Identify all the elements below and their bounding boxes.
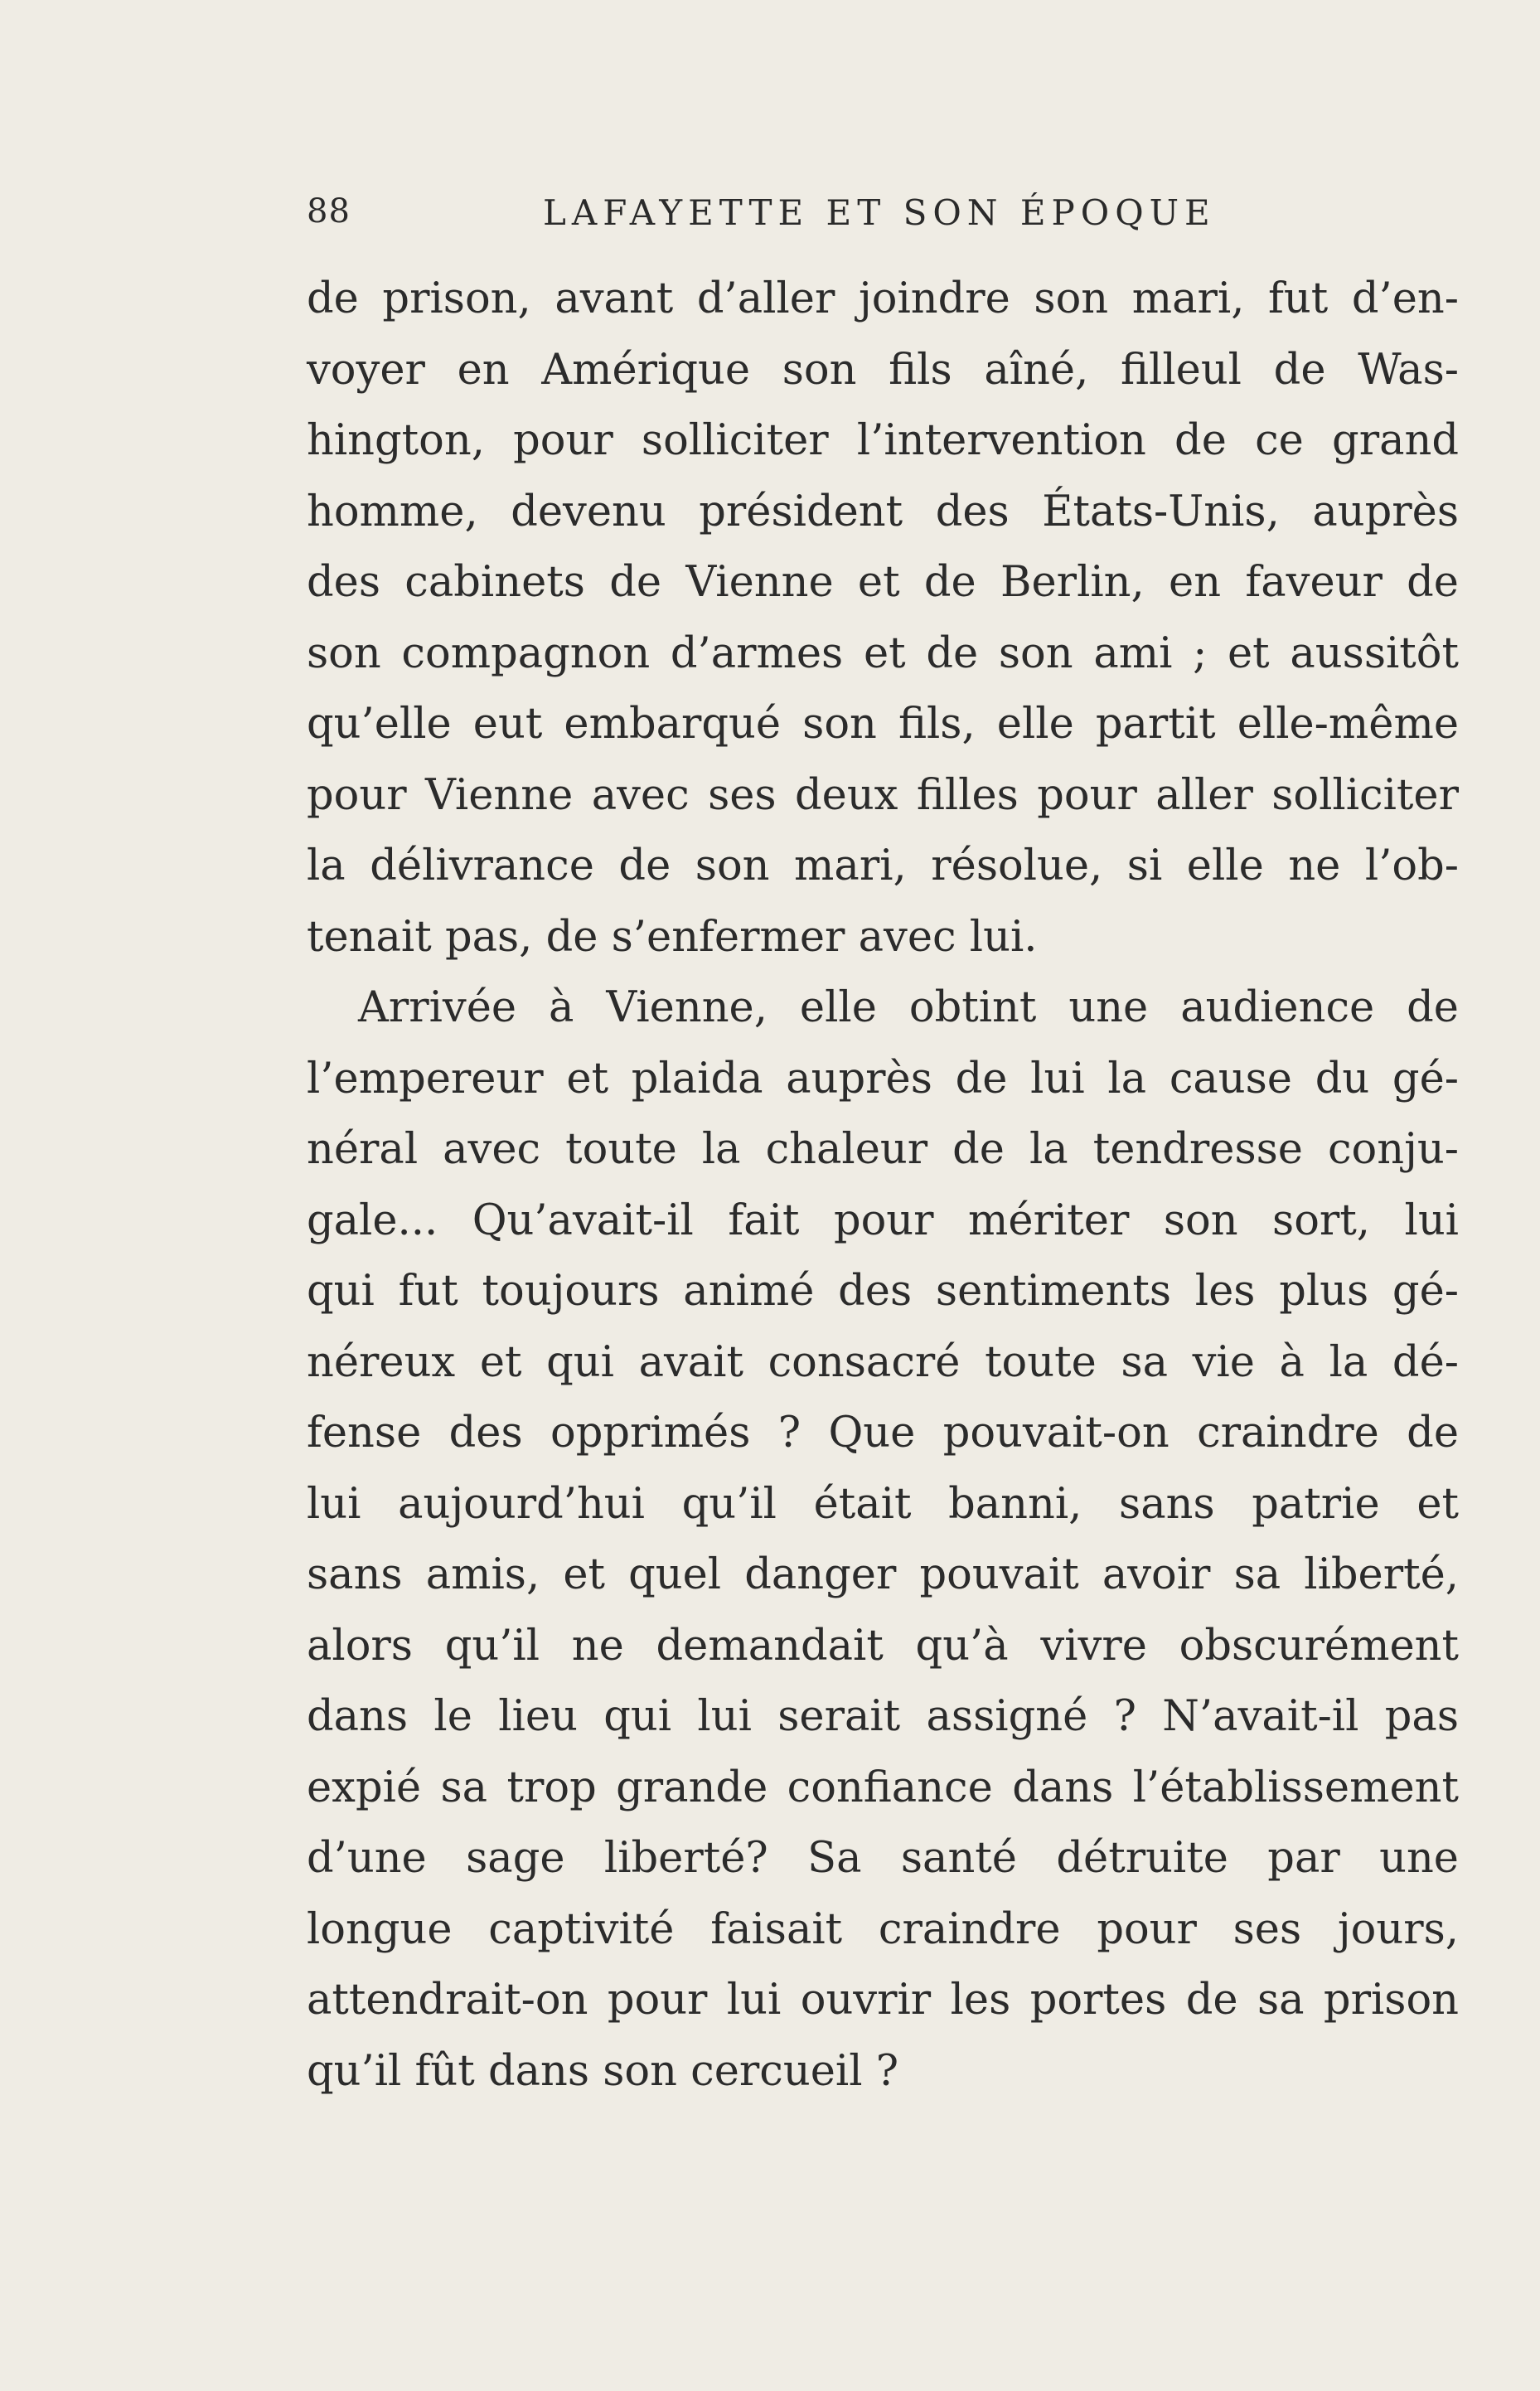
text-line: qu’il fût dans son cercueil ?: [307, 2046, 899, 2096]
text-line: des cabinets de Vienne et de Berlin, en faveur de: [307, 558, 1459, 607]
text-line: fense des opprimés ? Que pouvait-on craindre de: [307, 1409, 1459, 1457]
text-line: l’empereur et plaida auprès de lui la cause du gé-: [307, 1054, 1459, 1103]
text-line: qui fut toujours animé des sentiments les plus gé-: [307, 1267, 1459, 1316]
text-line: de prison, avant d’aller joindre son mari, fut d’en-: [307, 274, 1459, 323]
text-line: sans amis, et quel danger pouvait avoir sa liberté,: [307, 1550, 1459, 1599]
text-line: son compagnon d’armes et de son ami ; et aussitôt: [307, 628, 1459, 678]
running-title: LAFAYETTE ET SON ÉPOQUE: [543, 192, 1216, 233]
text-line: longue captivité faisait craindre pour ses jours,: [307, 1904, 1459, 1954]
running-head: [307, 192, 1459, 242]
text-line: lui aujourd’hui qu’il était banni, sans patrie et: [307, 1479, 1459, 1529]
text-line: tenait pas, de s’enfermer avec lui.: [307, 912, 1038, 962]
text-line: attendrait-on pour lui ouvrir les portes de sa prison: [307, 1976, 1459, 2025]
text-line: néral avec toute la chaleur de la tendresse conju-: [307, 1125, 1459, 1174]
text-line: d’une sage liberté? Sa santé détruite par une: [307, 1834, 1459, 1883]
text-line: néreux et qui avait consacré toute sa vie à la dé-: [307, 1337, 1459, 1387]
text-line: Arrivée à Vienne, elle obtint une audience de: [358, 983, 1459, 1032]
body-text: [307, 264, 1459, 2107]
paragraph-1: [307, 264, 1459, 972]
text-line: voyer en Amérique son fils aîné, filleul de Was-: [307, 345, 1459, 395]
text-line: dans le lieu qui lui serait assigné ? N’avait-il pas: [307, 1692, 1459, 1741]
text-line: pour Vienne avec ses deux filles pour aller solliciter: [307, 770, 1459, 820]
paragraph-2: [307, 972, 1459, 2107]
text-line: hington, pour solliciter l’intervention de ce grand: [307, 416, 1459, 465]
text-line: homme, devenu président des États-Unis, auprès: [307, 487, 1459, 536]
text-line: la délivrance de son mari, résolue, si elle ne l’ob-: [307, 841, 1459, 890]
text-line: alors qu’il ne demandait qu’à vivre obscurément: [307, 1621, 1459, 1671]
text-line: qu’elle eut embarqué son fils, elle partit elle-même: [307, 700, 1459, 749]
page-number: 88: [307, 192, 351, 230]
text-line: gale... Qu’avait-il fait pour mériter son sort, lui: [307, 1196, 1459, 1245]
text-line: expié sa trop grande confiance dans l’établissement: [307, 1763, 1459, 1812]
